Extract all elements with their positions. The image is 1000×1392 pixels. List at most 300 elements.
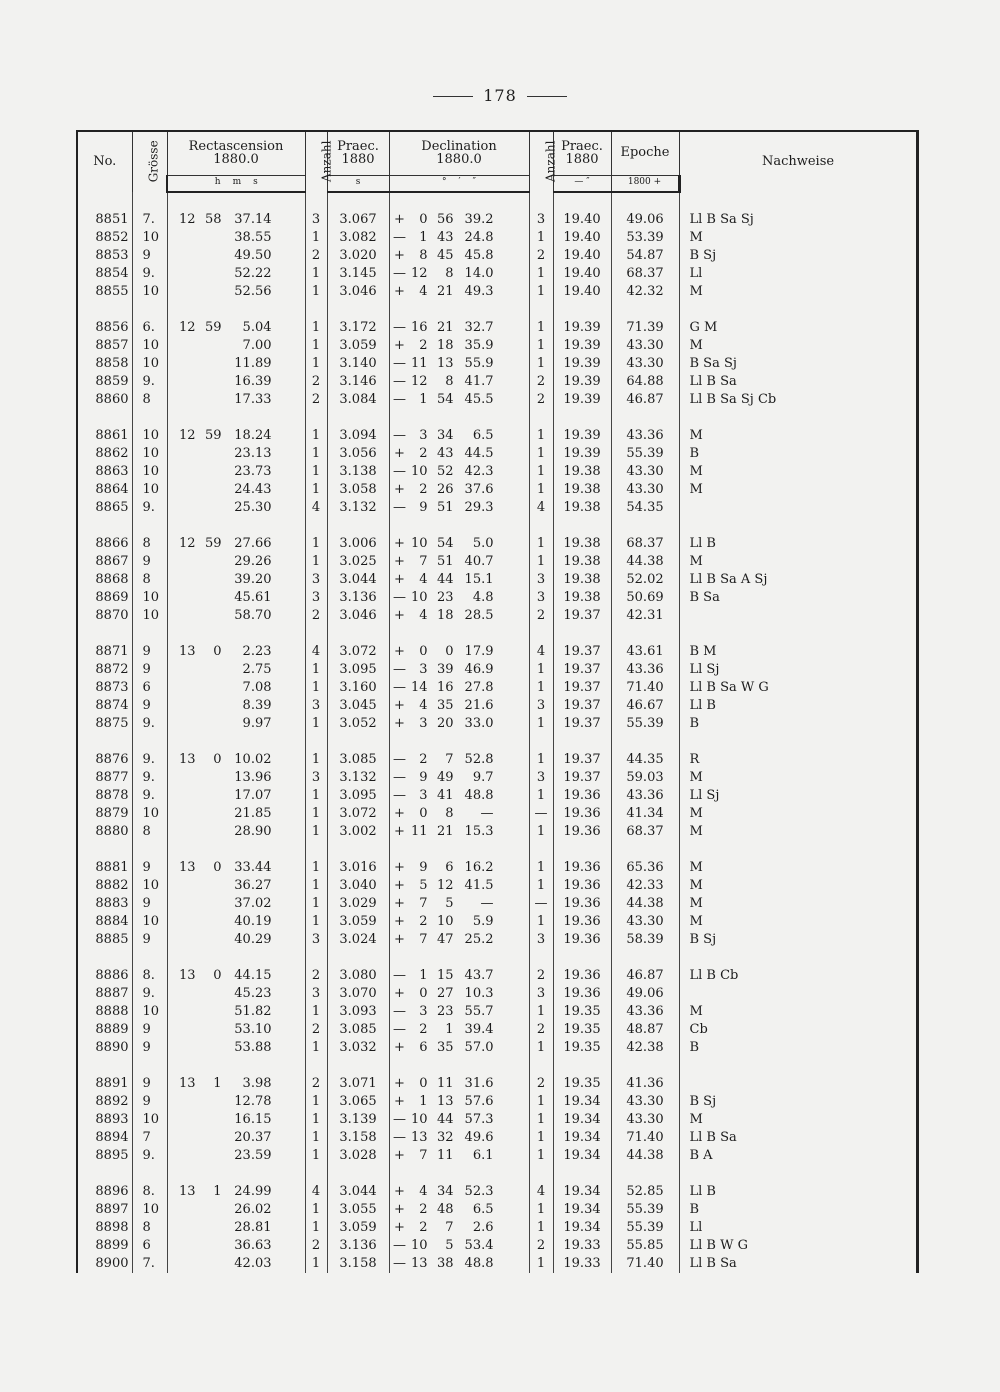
right-ascension: [167, 715, 305, 733]
declination: [389, 697, 529, 715]
declination: [389, 985, 529, 1003]
magnitude: 10: [132, 445, 167, 463]
count-ra: 1: [305, 1039, 327, 1057]
decl-sign: +: [394, 913, 405, 929]
references: Ll Sj: [679, 787, 917, 805]
declination: [389, 265, 529, 283]
decl-seconds: 46.9: [464, 661, 494, 677]
references: M: [679, 463, 917, 481]
count-ra: 2: [305, 373, 327, 391]
right-ascension: [167, 895, 305, 913]
count-decl: 3: [529, 697, 553, 715]
decl-minutes: 51: [436, 499, 454, 515]
star-number: 8878: [77, 787, 132, 805]
decl-degrees: 2: [419, 751, 428, 767]
precession-ra: 3.132: [327, 769, 389, 787]
decl-degrees: 0: [419, 211, 428, 227]
count-ra: 1: [305, 337, 327, 355]
epoch: 46.87: [611, 967, 679, 985]
epoch: 43.30: [611, 355, 679, 373]
star-number: 8885: [77, 931, 132, 949]
declination: [389, 679, 529, 697]
right-ascension: [167, 1255, 305, 1273]
right-ascension: [167, 355, 305, 373]
count-decl: 1: [529, 319, 553, 337]
decl-degrees: 2: [419, 913, 428, 929]
count-decl: 3: [529, 571, 553, 589]
precession-decl: 19.40: [553, 265, 611, 283]
count-ra: 2: [305, 391, 327, 409]
precession-ra: 3.139: [327, 1111, 389, 1129]
table-row: [77, 481, 917, 499]
magnitude: 9.: [132, 1147, 167, 1165]
references: M: [679, 859, 917, 877]
count-ra: 1: [305, 427, 327, 445]
ra-seconds: 38.55: [234, 229, 272, 245]
magnitude: 10: [132, 283, 167, 301]
count-decl: 3: [529, 769, 553, 787]
precession-decl: 19.36: [553, 967, 611, 985]
count-decl: 1: [529, 823, 553, 841]
ra-hours: 13: [178, 751, 196, 767]
epoch: 42.32: [611, 283, 679, 301]
ra-minutes: 1: [213, 1183, 222, 1199]
references: B Sj: [679, 1093, 917, 1111]
count-decl: 1: [529, 751, 553, 769]
right-ascension: [167, 427, 305, 445]
right-ascension: [167, 481, 305, 499]
magnitude: 10: [132, 229, 167, 247]
ra-seconds: 5.04: [242, 319, 272, 335]
star-number: 8856: [77, 319, 132, 337]
decl-minutes: 48: [436, 1201, 454, 1217]
table-row: [77, 1021, 917, 1039]
ra-seconds: 8.39: [242, 697, 272, 713]
count-ra: 2: [305, 247, 327, 265]
epoch: 71.40: [611, 679, 679, 697]
references: Ll B Sa: [679, 1129, 917, 1147]
right-ascension: [167, 1183, 305, 1201]
star-number: 8882: [77, 877, 132, 895]
star-number: 8854: [77, 265, 132, 283]
decl-minutes: 21: [436, 283, 454, 299]
declination: [389, 1003, 529, 1021]
decl-minutes: 52: [436, 463, 454, 479]
magnitude: 10: [132, 1003, 167, 1021]
header-groesse: Grösse: [132, 131, 167, 192]
group-spacer: [77, 1165, 917, 1183]
count-ra: 1: [305, 1255, 327, 1273]
references: M: [679, 553, 917, 571]
count-ra: 1: [305, 877, 327, 895]
group-spacer: [77, 517, 917, 535]
precession-ra: 3.045: [327, 697, 389, 715]
count-decl: 4: [529, 643, 553, 661]
ra-minutes: 1: [213, 1075, 222, 1091]
decl-sign: —: [393, 229, 406, 245]
epoch: 42.31: [611, 607, 679, 625]
precession-ra: 3.046: [327, 607, 389, 625]
precession-ra: 3.145: [327, 265, 389, 283]
decl-degrees: 9: [419, 769, 428, 785]
count-decl: 1: [529, 355, 553, 373]
star-number: 8880: [77, 823, 132, 841]
decl-seconds: 6.5: [472, 427, 494, 443]
declination: [389, 1129, 529, 1147]
table-row: [77, 697, 917, 715]
decl-minutes: 5: [445, 895, 454, 911]
decl-seconds: 5.9: [472, 913, 494, 929]
precession-ra: 3.140: [327, 355, 389, 373]
epoch: 49.06: [611, 985, 679, 1003]
decl-seconds: 10.3: [464, 985, 494, 1001]
ra-seconds: 2.23: [242, 643, 272, 659]
right-ascension: [167, 913, 305, 931]
declination: [389, 913, 529, 931]
decl-minutes: 12: [436, 877, 454, 893]
decl-degrees: 12: [410, 265, 428, 281]
decl-sign: —: [393, 1255, 406, 1271]
ra-seconds: 17.33: [234, 391, 272, 407]
decl-sign: —: [393, 1003, 406, 1019]
count-decl: 1: [529, 265, 553, 283]
group-spacer: [77, 949, 917, 967]
precession-ra: 3.025: [327, 553, 389, 571]
decl-sign: +: [394, 859, 405, 875]
magnitude: 9: [132, 859, 167, 877]
decl-minutes: 0: [445, 643, 454, 659]
count-decl: 1: [529, 1039, 553, 1057]
magnitude: 8: [132, 571, 167, 589]
table-row: [77, 751, 917, 769]
decl-degrees: 7: [419, 1147, 428, 1163]
decl-sign: —: [393, 1111, 406, 1127]
table-row: [77, 229, 917, 247]
ra-seconds: 52.22: [234, 265, 272, 281]
table-row: [77, 1219, 917, 1237]
star-number: 8861: [77, 427, 132, 445]
star-number: 8898: [77, 1219, 132, 1237]
declination: [389, 877, 529, 895]
group-spacer: [77, 733, 917, 751]
ra-seconds: 26.02: [234, 1201, 272, 1217]
epoch: 55.85: [611, 1237, 679, 1255]
magnitude: 8: [132, 391, 167, 409]
ra-seconds: 53.10: [234, 1021, 272, 1037]
decl-sign: +: [394, 1039, 405, 1055]
decl-sign: —: [393, 373, 406, 389]
magnitude: 10: [132, 337, 167, 355]
ra-seconds: 23.59: [234, 1147, 272, 1163]
decl-sign: +: [394, 1201, 405, 1217]
declination: [389, 859, 529, 877]
epoch: 43.30: [611, 337, 679, 355]
right-ascension: [167, 931, 305, 949]
count-decl: 1: [529, 661, 553, 679]
declination: [389, 445, 529, 463]
right-ascension: [167, 463, 305, 481]
decl-degrees: 4: [419, 697, 428, 713]
decl-minutes: 51: [436, 553, 454, 569]
declination: [389, 643, 529, 661]
references: B Sj: [679, 247, 917, 265]
epoch: 71.40: [611, 1255, 679, 1273]
count-decl: 1: [529, 1255, 553, 1273]
table-row: [77, 967, 917, 985]
count-ra: 3: [305, 985, 327, 1003]
magnitude: 9: [132, 1093, 167, 1111]
table-row: [77, 499, 917, 517]
star-number: 8881: [77, 859, 132, 877]
count-decl: 1: [529, 787, 553, 805]
decl-minutes: 45: [436, 247, 454, 263]
references: M: [679, 823, 917, 841]
epoch: 44.38: [611, 553, 679, 571]
magnitude: 10: [132, 805, 167, 823]
epoch: 43.30: [611, 1111, 679, 1129]
magnitude: 9: [132, 931, 167, 949]
precession-ra: 3.138: [327, 463, 389, 481]
declination: [389, 1255, 529, 1273]
precession-ra: 3.136: [327, 1237, 389, 1255]
count-ra: 1: [305, 1129, 327, 1147]
decl-minutes: 18: [436, 607, 454, 623]
decl-seconds: 9.7: [472, 769, 494, 785]
decl-degrees: 5: [419, 877, 428, 893]
precession-ra: 3.046: [327, 283, 389, 301]
precession-decl: 19.34: [553, 1093, 611, 1111]
decl-sign: —: [393, 1129, 406, 1145]
table-row: [77, 913, 917, 931]
group-spacer: [77, 409, 917, 427]
decl-sign: +: [394, 697, 405, 713]
decl-minutes: 34: [436, 1183, 454, 1199]
star-number: 8869: [77, 589, 132, 607]
decl-minutes: 7: [445, 751, 454, 767]
references: Ll Sj: [679, 661, 917, 679]
precession-decl: 19.39: [553, 373, 611, 391]
table-row: [77, 823, 917, 841]
decl-sign: +: [394, 481, 405, 497]
count-decl: 2: [529, 373, 553, 391]
decl-degrees: 4: [419, 571, 428, 587]
count-ra: 1: [305, 553, 327, 571]
precession-decl: 19.38: [553, 463, 611, 481]
references: M: [679, 877, 917, 895]
precession-ra: 3.028: [327, 1147, 389, 1165]
right-ascension: [167, 247, 305, 265]
right-ascension: [167, 859, 305, 877]
count-decl: 1: [529, 427, 553, 445]
magnitude: 9: [132, 553, 167, 571]
ra-seconds: 7.00: [242, 337, 272, 353]
decl-minutes: 41: [436, 787, 454, 803]
right-ascension: [167, 607, 305, 625]
count-ra: 4: [305, 499, 327, 517]
precession-decl: 19.36: [553, 787, 611, 805]
declination: [389, 535, 529, 553]
star-number: 8860: [77, 391, 132, 409]
precession-decl: 19.37: [553, 697, 611, 715]
count-decl: 1: [529, 283, 553, 301]
decl-sign: —: [393, 355, 406, 371]
declination: [389, 769, 529, 787]
count-ra: 2: [305, 1021, 327, 1039]
ra-seconds: 53.88: [234, 1039, 272, 1055]
table-row: [77, 985, 917, 1003]
precession-decl: 19.34: [553, 1183, 611, 1201]
magnitude: 9.: [132, 715, 167, 733]
decl-minutes: 32: [436, 1129, 454, 1145]
count-decl: 2: [529, 967, 553, 985]
ra-seconds: 52.56: [234, 283, 272, 299]
epoch: 43.30: [611, 481, 679, 499]
decl-minutes: 38: [436, 1255, 454, 1271]
ra-seconds: 37.14: [234, 211, 272, 227]
decl-minutes: 8: [445, 805, 454, 821]
precession-decl: 19.37: [553, 715, 611, 733]
precession-ra: 3.160: [327, 679, 389, 697]
decl-seconds: 6.5: [472, 1201, 494, 1217]
decl-sign: —: [393, 265, 406, 281]
count-ra: 1: [305, 823, 327, 841]
right-ascension: [167, 1129, 305, 1147]
count-decl: 3: [529, 589, 553, 607]
precession-ra: 3.059: [327, 913, 389, 931]
precession-ra: 3.055: [327, 1201, 389, 1219]
ra-seconds: 40.29: [234, 931, 272, 947]
epoch: 68.37: [611, 823, 679, 841]
count-ra: 1: [305, 319, 327, 337]
decl-seconds: 21.6: [464, 697, 494, 713]
precession-decl: 19.33: [553, 1255, 611, 1273]
references: Ll: [679, 265, 917, 283]
ra-seconds: 24.43: [234, 481, 272, 497]
ra-seconds: 45.61: [234, 589, 272, 605]
star-number: 8894: [77, 1129, 132, 1147]
decl-degrees: 3: [419, 661, 428, 677]
count-ra: 1: [305, 859, 327, 877]
references: M: [679, 229, 917, 247]
magnitude: 9: [132, 1075, 167, 1093]
count-ra: 1: [305, 913, 327, 931]
count-decl: 2: [529, 1021, 553, 1039]
count-ra: 1: [305, 895, 327, 913]
epoch: 53.39: [611, 229, 679, 247]
ra-minutes: 58: [204, 211, 222, 227]
ra-minutes: 0: [213, 967, 222, 983]
decl-seconds: 53.4: [464, 1237, 494, 1253]
star-number: 8858: [77, 355, 132, 373]
ra-hours: 12: [178, 427, 196, 443]
ra-seconds: 29.26: [234, 553, 272, 569]
count-decl: 1: [529, 337, 553, 355]
ra-seconds: 20.37: [234, 1129, 272, 1145]
precession-ra: 3.136: [327, 589, 389, 607]
epoch: 52.02: [611, 571, 679, 589]
count-ra: 1: [305, 463, 327, 481]
magnitude: 7: [132, 1129, 167, 1147]
star-number: 8855: [77, 283, 132, 301]
decl-seconds: 48.8: [464, 1255, 494, 1271]
star-number: 8872: [77, 661, 132, 679]
count-decl: 1: [529, 877, 553, 895]
decl-sign: —: [393, 967, 406, 983]
decl-seconds: —: [480, 895, 494, 911]
table-row: [77, 211, 917, 229]
decl-sign: —: [393, 661, 406, 677]
right-ascension: [167, 643, 305, 661]
star-number: 8853: [77, 247, 132, 265]
star-number: 8895: [77, 1147, 132, 1165]
decl-seconds: 57.3: [464, 1111, 494, 1127]
precession-ra: 3.052: [327, 715, 389, 733]
count-ra: 3: [305, 697, 327, 715]
precession-decl: 19.36: [553, 985, 611, 1003]
decl-sign: —: [393, 427, 406, 443]
count-ra: 2: [305, 607, 327, 625]
precession-ra: 3.084: [327, 391, 389, 409]
references: Cb: [679, 1021, 917, 1039]
ra-seconds: 2.75: [242, 661, 272, 677]
count-ra: 1: [305, 481, 327, 499]
decl-seconds: 55.9: [464, 355, 494, 371]
right-ascension: [167, 535, 305, 553]
count-decl: 1: [529, 481, 553, 499]
table-row: [77, 337, 917, 355]
references: B A: [679, 1147, 917, 1165]
table-row: [77, 679, 917, 697]
magnitude: 9: [132, 895, 167, 913]
decl-degrees: 1: [419, 229, 428, 245]
count-ra: 1: [305, 1219, 327, 1237]
magnitude: 6: [132, 679, 167, 697]
precession-decl: 19.36: [553, 805, 611, 823]
count-decl: 1: [529, 1219, 553, 1237]
right-ascension: [167, 877, 305, 895]
table-row: [77, 553, 917, 571]
right-ascension: [167, 1003, 305, 1021]
ra-seconds: 13.96: [234, 769, 272, 785]
table-row: [77, 427, 917, 445]
count-decl: 1: [529, 1003, 553, 1021]
decl-degrees: 11: [410, 823, 428, 839]
decl-minutes: 5: [445, 1237, 454, 1253]
decl-sign: +: [394, 1093, 405, 1109]
precession-decl: 19.34: [553, 1111, 611, 1129]
precession-ra: 3.072: [327, 643, 389, 661]
decl-sign: —: [393, 1021, 406, 1037]
precession-ra: 3.020: [327, 247, 389, 265]
precession-decl: 19.40: [553, 283, 611, 301]
declination: [389, 373, 529, 391]
decl-seconds: —: [480, 805, 494, 821]
count-decl: 1: [529, 463, 553, 481]
precession-ra: 3.067: [327, 211, 389, 229]
ra-minutes: 59: [204, 427, 222, 443]
star-number: 8873: [77, 679, 132, 697]
right-ascension: [167, 751, 305, 769]
count-decl: 1: [529, 1093, 553, 1111]
star-number: 8865: [77, 499, 132, 517]
references: M: [679, 283, 917, 301]
right-ascension: [167, 499, 305, 517]
ra-seconds: 16.39: [234, 373, 272, 389]
group-spacer: [77, 1057, 917, 1075]
magnitude: 9.: [132, 499, 167, 517]
count-decl: —: [529, 805, 553, 823]
precession-ra: 3.158: [327, 1129, 389, 1147]
